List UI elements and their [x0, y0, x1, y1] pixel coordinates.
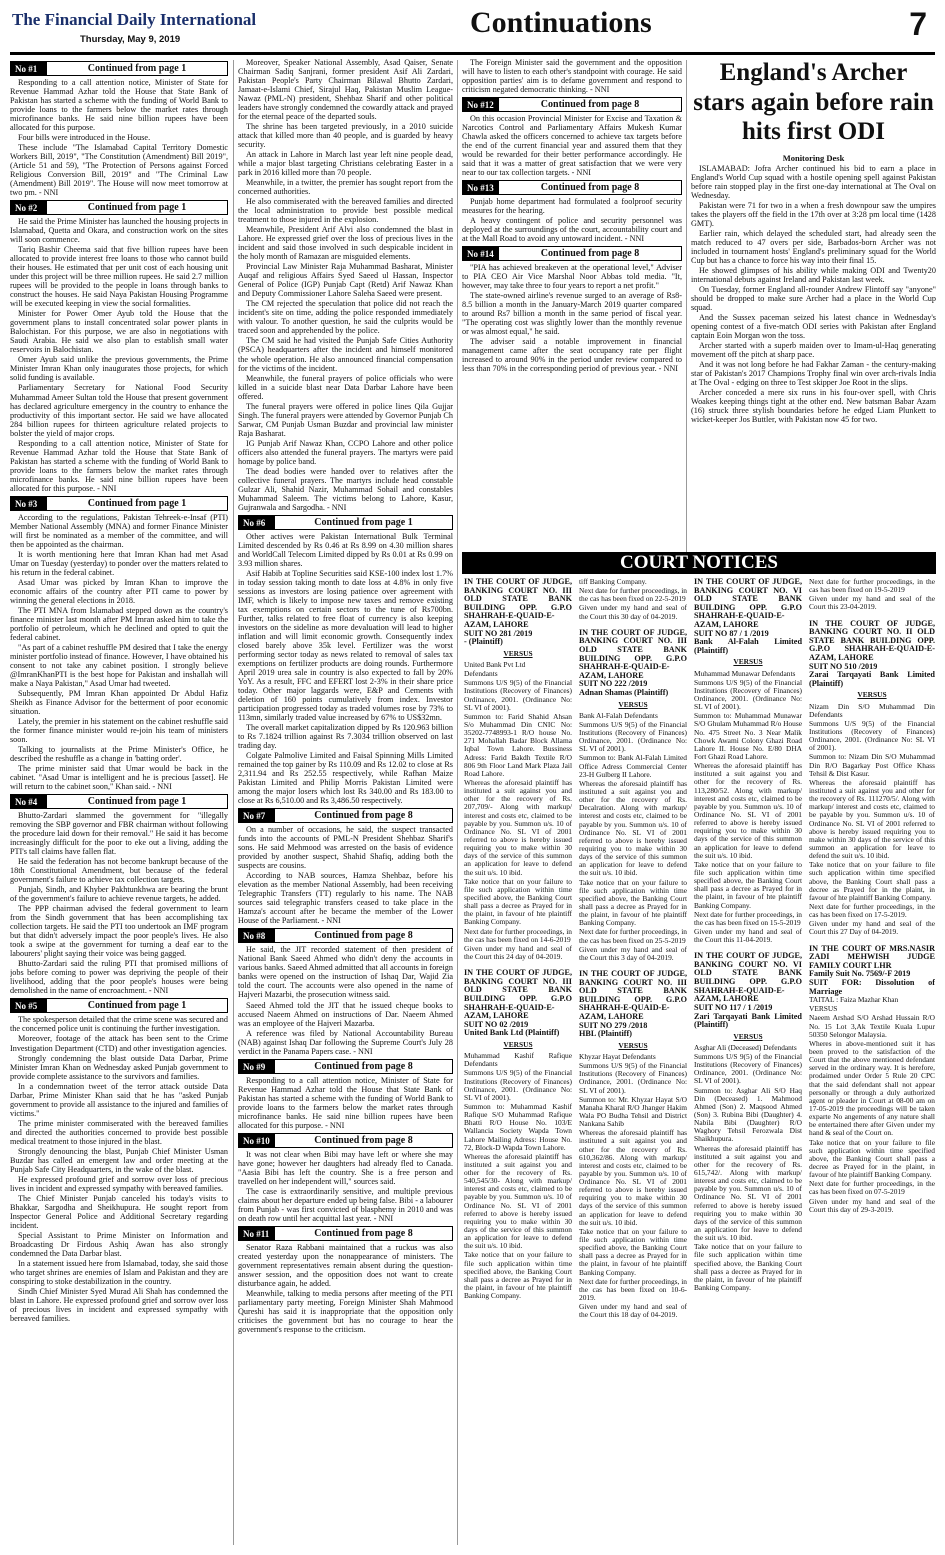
notice-paragraph: Muhammad Munawar Defendants — [694, 668, 796, 678]
continuation-title: Continued from page 1 — [87, 497, 187, 509]
paragraph: Lately, the premier in his statement on the cabinet reshuffle said the former finance minister would re-join his team of ministers soon. — [10, 717, 228, 745]
continuation-number: No #11 — [239, 1227, 275, 1240]
paragraph: ISLAMABAD: Jofra Archer continued his bid to earn a place in England's World Cup squad with a hostile opening spell against Pakistan before rain stopped play in the first one-day international at The Oval on Wednesday. — [691, 163, 936, 200]
continuation-title: Continued from page 1 — [87, 63, 187, 74]
notice-paragraph: Take notice that on your failure to file such application within time specified above, the Banking Court shall pass a decree as Prayed for in the plaint, in favour of hte plaintiff Banking Company. — [464, 876, 572, 927]
continuation-label — [10, 200, 228, 215]
story-body — [10, 811, 228, 995]
paragraph: Provincial Law Minister Raja Muhammad Basharat, Minister Auqaf and religious Affairs Syed Saeed ul Hassan, Inspector General of Police (IGP) Punjab Capt (Retd) Arif Nawaz Khan and Deputy Commissioner Lahore Saleha Saeed were present. — [238, 262, 453, 299]
story-body — [462, 263, 682, 373]
continuation-number: No #3 — [11, 497, 47, 510]
paragraph: Four bills were introduced in the House. — [18, 133, 151, 143]
notice-paragraph: Summons U/S 9(5) of the Financial Institutions (Recovery of Finances) Ordinance, 2001. (Ordinance No: SL VI of 2001). — [694, 1052, 802, 1086]
paragraph: Asad Umar was picked by Imran Khan to improve the economic affairs of the country after PTI came to power by winning the general elections in 2018. — [10, 577, 228, 605]
continuation-title: Continued from page 1 — [314, 516, 413, 528]
paragraph: And it was not long before he had Fakhar Zaman - the century-making star of Pakistan's 2017 Champions Trophy final win over arch-rivals India at The Oval - edging on three to Test skipper Joe Root in the slips. — [691, 359, 936, 387]
paragraph: Punjab, Sindh, and Khyber Pakhtunkhwa are bearing the brunt of the government's failure to achieve revenue targets, he added. — [10, 885, 228, 904]
paragraph: He said the federation has not become bankrupt because of the 18th Constitutional Amendment, but because of the federal government's failure to achieve tax collection targets. — [10, 857, 228, 885]
story-body — [462, 58, 682, 94]
notice-paragraph: Given under my hand and seal of the Court this 30 day of 04-2019. — [579, 603, 687, 621]
column-3 — [462, 58, 682, 550]
paragraph: Senator Raza Rabbani maintained that a ruckus was also created yesterday upon the nonappearance of ministers. The government representatives remain absent during the question-answer session, and the opposition does not want to create disturbance again, he added. — [238, 1242, 453, 1288]
notice-paragraph: Whereas the aforesaid plaintiff has instituted a suit against you and other for the recovery of Rs. Decalration. Along with markup/ interest and costs etc, claimed to be payable by you. Summon u/s. 10 of Ordinance No. SL VI of 2001 referred to above is hereby issued requiring you to make within 30 days of the service of this summon an application for leave to defend the suit u/s. 10 ibid. — [579, 778, 687, 878]
notice-paragraph: Whereas the aforesaid plaintiff has instituted a suit against you and other for the recovery of Rs. 113,280/52. Along with markup/ interest and costs etc, claimed to be payable by you. Summon u/s. 10 of Ordinance No. SL VI of 2001 referred to above is hereby issued requiring you to make within 30 days of the service of this summon an application for leave to defend the suit u/s. 10 ibid. — [694, 761, 802, 860]
story-body — [238, 1150, 453, 1223]
continuation-number: No #8 — [239, 929, 275, 942]
plaintiff: Zarai Tarqayati Bank Limited (Plaintiff) — [809, 670, 935, 688]
continuation-title: Continued from page 8 — [540, 248, 640, 260]
notice-paragraph: Given under my hand and seal of the Court this 24 day of 04-2019. — [464, 943, 572, 961]
story-body — [238, 1076, 453, 1130]
notice-paragraph: Take notice that on your failure to file such application within time specified above, the Banking Court shall pass a decree as Prayed for in the plaint, in favour of hte plaintiff Banking Company. — [694, 1242, 802, 1292]
continuation-title: Continued from page 1 — [87, 202, 187, 214]
paragraph: Talking to journalists at the Prime Minister's Office, he described the reshuffle as a change in 'batting order'. — [10, 745, 228, 764]
story-body — [10, 78, 228, 197]
paragraph: A heavy contingent of police and security personnel was deployed at the surroundings of the court, accountability court and at the Mall Road to avoid any untoward incident. - NNI — [462, 216, 682, 244]
paragraph: Archer conceded a mere six runs in his four-over spell, with Chris Woakes keeping things tight at the other end. New batsman Babar Azam (16) struck three stylish boundaries before he edged Liam Plunkett to wicket-keeper Jos Buttler, with Pakistan now 45 for two. — [691, 387, 936, 424]
notice-paragraph: Whereas the aforesaid plaintiff has instituted a suit against you and other for the recovery of Rs. 111270/5/. Along with markup/ interest and costs etc, claimed to be payable by you. Summon u/s. 10 of Ordinance No. SL VI of 2001 referred to above is hereby issued requiring you to make within 30 days of the service of this summon an application for leave to defend the suit u/s. 10 ibid. — [809, 777, 935, 861]
notice-paragraph: Given under my hand and seal of the Court this 18 day of 04-2019. — [579, 1302, 687, 1320]
paragraph: Moreover, footage of the attack has been sent to the Crime Investigation Department (CTD) and other investigation agencies. — [10, 1034, 228, 1053]
court-notice — [579, 970, 687, 1320]
paragraph: The prime minister said that Umar would be back in the cabinet. "Asad Umar is intelligent and he is precious [asset]. He will return to the cabinet soon," Khan said. - NNI — [10, 764, 228, 792]
plaintiff: Adnan Shamas (Plaintiff) — [579, 687, 669, 697]
notice-paragraph: Summons U/S 9(5) of the Financial Institutions (Recovery of Finances) Ordinance, 2001. (Ordinance No: SL VI of 2001). — [809, 718, 935, 753]
story-body — [238, 1243, 453, 1334]
paragraph: The PTI MNA from Islamabad stepped down as the country's finance minister last month after PM Imran asked him to take the portfolio of petroleum, which he declined and opted to quit the federal cabinet. — [10, 605, 228, 642]
notice-paragraph: Next date for further proceedings, in the cas has been fixed on 17-5-2019. — [809, 901, 935, 920]
court-notice — [464, 578, 572, 961]
continuation-label — [238, 515, 453, 530]
notice-paragraph: Next date for further proceedings, in the cas has been fixed on 07-5-2019 — [809, 1179, 935, 1197]
paragraph: Responding to a call attention notice, Minister of State for Revenue Hammad Azhar told the House that State Bank of Pakistan has started a scheme with the funding of World Bank to provide loans to the farmers below the market rates through microfinance banks. He said nine billion rupees have been allocated for this purpose. - NNI — [238, 1075, 453, 1130]
versus-label: VERSUS — [857, 690, 887, 700]
suit-number: Family Suit No. 7569/-F 2019 — [809, 969, 911, 979]
notice-paragraph: tiff Banking Company. — [579, 578, 647, 586]
paragraph: The PPP chairman advised the federal government to learn from the Sindh government that has been accomplishing tax collection targets. He said the PTI too undertook an IMF program but that didn't adversely impact the poor people's lives. He also took a swipe at the government for turning a deaf ear to the labourers' plight saying their voice was being gagged. — [10, 904, 228, 959]
versus-label: VERSUS — [503, 1039, 533, 1049]
plaintiff: SUIT FOR: Dissolution of Marriage — [809, 977, 935, 996]
notice-paragraph: Next date for further proceedings, in the cas has been fixed on 10-6-2019. — [579, 1276, 687, 1303]
continuation-label — [462, 246, 682, 261]
feature-body — [691, 164, 936, 424]
continuation-label — [10, 61, 228, 76]
continuation-number: No #4 — [11, 795, 47, 808]
notice-paragraph: Khyzar Hayat Defendants — [579, 1051, 656, 1061]
continuation-label — [238, 1059, 453, 1074]
continuation-title: Continued from page 1 — [87, 796, 187, 808]
notice-heading: IN THE COURT OF JUDGE, BANKING COURT NO. III OLD STATE BANK BUILDING OPP. G.P.O SHAHRAH-E-QUAID-E-AZAM, LAHORE — [579, 627, 687, 680]
paragraph: Responding to a call attention notice, Minister of State for Revenue Hammad Azhar told the House that State Bank of Pakistan has started a scheme with the funding of World Bank to provide loans to the farmers below the market rates through microfinance banks. He said nine billion rupees have been allocated for this purpose. — [10, 78, 228, 133]
paragraph: Strongly condemning the blast outside Data Darbar, Prime Minister Imran Khan on Wednesday asked Punjab government to provide complete assistance to the survivors and families. — [10, 1053, 228, 1081]
paragraph: Other actives were Pakistan International Bulk Terminal Limited descended by Rs 0.46 at Rs 8.99 on 4.30 million shares and WorldCall Telecom Limited dipped by Rs 0.01 at Rs 0.99 on 3.93 million shares. — [238, 531, 453, 568]
story-body — [462, 114, 682, 177]
paragraph: The adviser said a notable improvement in financial management came after the seat occupancy rate per flight increased to around 90% in the period under review compared to less than 70% in the corresponding period of previous year. - NNI — [462, 337, 682, 374]
versus-label: VERSUS — [618, 699, 648, 709]
story-body — [10, 513, 228, 791]
paragraph: Omer Ayub said unlike the previous governments, the Prime Minister Imran Khan only inaugurates those projects, for which solid funding is available. — [10, 355, 228, 383]
notice-paragraph: Summon to: Asghar Ali S/O Haq Din (Deceased) 1. Mahmood Ahmed (Son) 2. Maqsood Ahmed (Son) 3. Rubina Bibi (Daughter) 4. Nabila Bibi (Daughter) R/O Waghory Tehsil Ferozwala Dist Shaikhupura. — [694, 1085, 802, 1144]
paragraph: Moreover, Speaker National Assembly, Asad Qaiser, Senate Chairman Sadiq Sanjrani, former president Asif Ali Zardari, Pakistan People's Party Chairman Bilawal Bhutto Zardari, Jamaat-e-Islami Chief, Sirajul Haq, Pakistan Muslim League-Nawaz (PML-N) president, Shehbaz Sharif and other political leaders have strongly condemned the cowardly attack and prayed for the eternal peace of the departed souls. — [238, 58, 453, 122]
paragraph: It is worth mentioning here that Imran Khan had met Asad Umar on Tuesday (yesterday) to ponder over the matters related to his return in the federal cabinet. — [10, 549, 228, 577]
paragraph: The CM said he had visited the Punjab Safe Cities Authority (PSCA) headquarters after the incident and himself monitored the whole operation. He also announced financial compensation for the victims of the incident. — [238, 336, 453, 373]
continuation-label — [462, 97, 682, 112]
paragraph: Archer started with a superb maiden over to Imam-ul-Haq generating movement off the pitch at sharp pace. — [691, 340, 936, 359]
plaintiff: Zari Tarqayati Bank Limited (Plaintiff) — [694, 1011, 802, 1030]
notice-paragraph: Summons U/S 9(5) of the Financial Institutions (Recovery of Finances) Ordinance, 2001. (Ordinance No: SL VI of 2001). — [579, 1061, 687, 1095]
story-body — [238, 945, 453, 1055]
paragraph: And the Sussex paceman seized his latest chance in Wednesday's opening contest of a five-match ODI series with Pakistan after England captain Eoin Morgan won the toss. — [691, 312, 936, 340]
feature-byline: Monitoring Desk — [782, 152, 845, 163]
paragraph: Tariq Bashir Cheema said that five billion rupees have been allocated to provide interest free loans to those who cannot build their houses. He estimated that per unit cost of each housing unit under this project will be three million rupees. He said 2.7 million rupees will be provided to the people in loans through banks to construct the houses. He said Naya Pakistan Housing Programme will be executed keeping in view the social formalities. — [10, 245, 228, 309]
continuation-title: Continued from page 8 — [540, 182, 640, 194]
paragraph: On a number of occasions, he said, the suspect transacted funds into the accounts of PML-N President Shehbaz Sharif's sons. He said Mehmood was arrested on the basis of evidence provided by another suspect, Shahid Shafiq, adding both the suspects are cousins. — [238, 825, 453, 871]
paragraph: Bhutto-Zardari said the ruling PTI that promised millions of jobs before coming to power was depriving the people of their livelihood, adding that the poor people's houses were being demolished in the name of encroachment. - NNI — [10, 959, 228, 996]
court-notice — [809, 620, 935, 937]
paragraph: Earlier rain, which delayed the scheduled start, had already seen the match reduced to 47 overs per side, Barbados-born Archer was not included in tournament hosts' England's preliminary squad for the World Cup but has a chance to force his way into their final 15. — [691, 228, 936, 265]
plaintiff: - (Plaintiff) — [464, 637, 503, 647]
paragraph: On this occasion Provincial Minister for Excise and Taxation & Narcotics Control and Parliamentary Affairs Mukesh Kumar Chawla asked the officers concerned to achieve tax targets before the end of the current financial year and assured them that they would be rewarded for their better performance accordingly. He said that it was a matter of great satisfaction that we were very near to our tax collection targets. - NNI — [462, 114, 682, 178]
notice-heading: IN THE COURT OF JUDGE, BANKING COURT NO. VI OLD STATE BANK BUILDING OPP. G.P.O SHAHRAH-E-QUAID-E-AZAM, LAHORE — [694, 951, 802, 1004]
notice-paragraph: Summons U/S 9(5) of the Financial Institutions (Recovery of Finances) Ordinance, 2001. (Ordinance No: SL VI of 2001). — [694, 677, 802, 712]
paragraph: The shrine has been targeted previously, in a 2010 suicide attack that killed more than 40 people, and is guarded by heavy security. — [238, 122, 453, 150]
court-notices-banner — [462, 552, 936, 574]
paragraph: The funeral prayers were offered in police lines Qila Gujjar Singh. The funeral prayers were attended by Governor Punjab Ch Sarwar, CM Punjab Usman Buzdar and provincial law minister Raja Basharat. — [238, 401, 453, 438]
notice-heading: IN THE COURT OF JUDGE, BANKING COURT NO. VI OLD STATE BANK BUILDING OPP. G.P.O SHAHRAH-E-QUAID-E-AZAM, LAHORE — [694, 578, 802, 630]
paragraph: Subsequently, PM Imran Khan appointed Dr Abdul Hafiz Sheikh as Finance Advisor for the betterment of poor economic situation. — [10, 688, 228, 716]
court-notices-title: COURT NOTICES — [620, 552, 778, 573]
notice-paragraph: Muhammad Kashif Rafique Defendants — [464, 1051, 572, 1069]
notice-paragraph: Asghar Ali (Deceased) Defendants — [694, 1042, 797, 1052]
paragraph: Punjab home department had formulated a foolproof security measures for the hearing. — [462, 197, 682, 216]
plaintiff: HBL (Plaintiff) — [579, 1029, 632, 1039]
paragraph: Meanwhile, the funeral prayers of police officials who were killed in a suicide blast near Data Darbar Lahore have been offered. — [238, 373, 453, 401]
notice-paragraph: Whereas the aforesaid plaintiff has instituted a suit against you and other for the recovery of Rs. 610,362/86. Along with markup/ interest and costs etc, claimed to be payable by you. Summon u/s. 10 of Ordinance No. SL VI of 2001 referred to above is hereby issued requiring you to make within 30 days of the service of this summon an application for leave to defend the suit u/s. 10 ibid. — [579, 1128, 687, 1227]
continuation-number: No #14 — [463, 247, 499, 260]
notice-paragraph: Summon to: Muhammad Kashif Rafique S/O Muhammad Rafique Bhatti R/O House No. 103/E Wallancia Society Wapda Town Lahore Mailing Adress: House No. 72, Block-D Wapda Town Lahore. — [464, 1101, 572, 1152]
paragraph: Pakistan were 71 for two in a when a fresh downpour saw the umpires takes the players off the field in the 17th over at 3:28 pm local time (1428 GMT). — [691, 200, 936, 228]
paragraph: Asif Habib at Topline Securities said KSE-100 index lost 1.7% in today session taking month to date loss at 4.8% in only five sessions as investors are losing patience over agreement with IMF, which is likely to impose new taxes and remove existing tax exemptions on certain sectors to the tune of Rs700bn. Further, talks related to free float of currency is also keeping investors on the sideline as more devaluation will lead to higher inflation and will limit economic growth. Consequently index closed barely above 35k level. Fertilizer was the worst performing sector today as news related to removal of sales tax exemptions on fertilizer products are doing rounds. Furthermore April 2019 urea sale in country is also expected to fall by 20% YoY. As a result, FFC and EFERT lost 2-3% in their share price today. Other major laggards were, E&P and Cements with deletion of 160 points cumulatively from index. Investor participation progressed today as traded volumes rose by 73% to 113mn, similarly traded value increased by 67% to US$32mn. — [238, 568, 453, 723]
notice-paragraph: Next date for further proceedings, in the cas has been fixed on 22-5-2019 — [579, 586, 687, 604]
paragraph: An attack in Lahore in March last year left nine people dead, while a major blast targeting Christians celebrating Easter in a park in 2016 killed more than 70 people. — [238, 150, 453, 178]
suit-number: SUIT NO 117 / 1 /2019 — [694, 1002, 773, 1012]
notice-paragraph: Take notice that on your failure to file such application within time specified above, the Banking Court shall pass a decree as Prayed for in the plaint, in favour of hte plaintiff Banking Company. — [809, 860, 935, 902]
paragraph: The prime minister commiserated with the bereaved families and directed the authorities concerned to provide best possible medical treatment to those injured in the blast. — [10, 1118, 228, 1146]
court-notice — [809, 578, 935, 612]
plaintiff: Bank Al-Falah Limited (Plaintiff) — [694, 637, 802, 655]
page-number: 7 — [909, 6, 927, 42]
paragraph: "PIA has achieved breakeven at the operational level," Adviser to PIA CEO Air Vice Marshal Noor Abbas told media. "It, however, may take three to four years to report a net profit." — [462, 263, 682, 291]
continuation-label — [238, 1226, 453, 1241]
suit-number: SUIT NO 222 /2019 — [579, 679, 648, 689]
paragraph: Sindh Chief Minister Syed Murad Ali Shah has condemned the blast in Lahore. He expressed profound grief and sorrow over loss of precious lives in incident and expressed sympathy with bereaved families. — [10, 1286, 228, 1323]
suit-number: SUIT NO 87 / 1 /2019 — [694, 628, 769, 638]
paragraph: Meanwhile, in a twitter, the premier has sought report from the concerned authorities. — [238, 178, 453, 197]
notice-heading: IN THE COURT OF JUDGE, BANKING COURT NO. III OLD STATE BANK BUILDING OPP. G.P.O SHAHRAH-E-QUAID-E-AZAM, LAHORE — [464, 968, 572, 1021]
notices-column-1 — [464, 578, 572, 1550]
versus-label: VERSUS — [503, 648, 533, 658]
story-body — [10, 217, 228, 492]
paragraph: According to the regulations, Pakistan Tehreek-e-Insaf (PTI) Member National Assembly (MNA) and former Finance Minister will first be nominated as a member of the committee, and will then be appointed as the chairman. — [10, 512, 228, 549]
continuation-label — [10, 794, 228, 809]
notice-paragraph: Next date for further proceedings, in the cas has been fixed on 25-5-2019 — [579, 927, 687, 945]
notice-paragraph: Defendants — [464, 669, 498, 679]
notice-paragraph: Given under my hand and seal of the Court this 27 Day of 04-2019. — [809, 919, 935, 937]
paragraph: The Foreign Minister said the government and the opposition will have to listen to each other's standpoint with courage. He said opposition parties' aim is to defame government and respond to criticism negated democratic thinking. - NNI — [462, 58, 682, 95]
paragraph: These include "The Islamabad Capital Territory Domestic Workers Bill, 2019", "The Constitution (Amendment) Bill 2019", (Article 51 and 59), "The Protection of Persons against Forced Religious Conversion Bill, 2019" and "The Criminal Law (Amendment) Bill 2019". The House will now meet tomorrow at two pm. - NNI — [10, 143, 228, 198]
court-notice — [694, 952, 802, 1292]
notice-heading: IN THE COURT OF JUDGE, BANKING COURT NO. II OLD STATE BANK BUILDING OPP. G.P.O SHAHRAH-E-QUAID-E-AZAM, LAHORE — [809, 618, 935, 662]
continuation-number: No #9 — [239, 1060, 275, 1073]
column-divider — [686, 60, 687, 555]
versus-label: VERSUS — [733, 657, 763, 667]
continuation-label — [238, 1133, 453, 1148]
story-body — [238, 825, 453, 925]
suit-number: SUIT NO 02 /2019 — [464, 1019, 529, 1029]
paragraph: Parliamentary Secretary for National Food Security Muhammad Ameer Sultan told the House that present government has declared agriculture emergency in the country to enhance the productivity of this important sector. He said we have allocated 284 billion rupees for thirteen agriculture related projects to bolster the yield of major crops. — [10, 383, 228, 438]
paragraph: The Chief Minister Punjab canceled his today's visits to Bhakkar, Sargodha and Sheikhupura. He sought report from Inspector General Police and Additional Secretary regarding incident. — [10, 1193, 228, 1230]
notice-paragraph: Whereas the aforesaid plaintiff has instituted a suit against you and other for the recovery of Rs. 207,709/- Along with markup/ interest and costs etc, claimed to be payable by you. Summon u/s. 10 of Ordinance No. SL VI of 2001 referred to above is hereby issued requiring you to make within 30 days of the service of this summon an application for leave to defend the suit u/s. 10 ibid. — [464, 777, 572, 877]
paragraph: He said the Prime Minister has launched the housing projects in Islamabad, Quetta and Okara, and construction work on the sites will soon commence. — [10, 217, 228, 245]
paragraph: He expressed profound grief and sorrow over loss of precious lives in incident and expressed sympathy with bereaved families. — [10, 1174, 228, 1193]
paragraph: Strongly denouncing the blast, Punjab Chief Minister Usman Buzdar has called an emergent law and order meeting at the Punjab Safe City Headquarters, in the wake of the blast. — [10, 1146, 228, 1174]
continuation-title: Continued from page 1 — [87, 1000, 187, 1012]
notice-paragraph: VERSUS — [809, 1004, 838, 1014]
paragraph: He said, the JIT recorded statement of then president of National Bank Saeed Ahmed who didn't deny the accounts in various banks. Saeed Ahmed admitted that all accounts in foreign banks were opened on the instruction of Ishaq Dar, Wajid Zia told the court. The accounts were also opened in the name of Hajveri Mazarbi, the prosecution witness said. — [238, 945, 453, 1000]
paragraph: Minister for Power Omer Ayub told the House that the government plans to install concentrated solar power plants in Balochistan. For this purpose, we are also in negotiations with Saudi Arabia. He said we also plan to establish small water reservoirs in Balochistan. — [10, 309, 228, 355]
notice-paragraph: Whereas the aforesaid plaintiff has instituted a suit against you and other for the recovery of Rs. 615,742/. Along with markup/ interest and costs etc, claimed to be payable by you. Summon u/s. 10 of Ordinance No. SL VI of 2001 referred to above is hereby issued requiring you to make within 30 days of the service of this summon an application for leave to defend the suit u/s. 10 ibid. — [694, 1143, 802, 1243]
paper-name: The Financial Daily International — [12, 10, 257, 29]
notice-paragraph: Take notice that on your failure to file such application within time specified above, the Banking Court shall pass a decree as Prayed for in the plaint, in favour of hte plaintiff Banking Company. — [464, 1250, 572, 1301]
paragraph: He showed glimpses of his ability while making ODI and Twenty20 international debuts against Ireland and Pakistan last week. — [691, 265, 936, 284]
court-notice — [694, 578, 802, 944]
column-2 — [238, 58, 453, 1548]
plaintiff: United Bank Ltd (Plaintiff) — [464, 1028, 560, 1038]
notice-paragraph: Nizam Din S/O Muhammad Din Defendants — [809, 701, 935, 719]
versus-label: VERSUS — [618, 1040, 648, 1050]
notice-paragraph: United Bank Pvt Ltd — [464, 660, 526, 670]
paragraph: In a condemnation tweet of the terror attack outside Data Darbar, Prime Minister Khan said that he has "asked Punjab government to provide all assistance to the injured and families of victims." — [10, 1081, 228, 1118]
paragraph: Bhutto-Zardari slammed the government for "illegally removing the SBP governor and FBR chairman without following the procedure laid down for their removal." He said it has become increasingly difficult for the poor to eke out a living, adding the PTI's tall claims have fallen flat. — [10, 811, 228, 857]
notice-paragraph: Summons U/S 9(5) of the Financial Institutions (Recovery of Finances) Ordinance, 2001. (Ordinance No: SL VI of 2001). — [464, 1068, 572, 1102]
notice-paragraph: Given under my hand and seal of the Court this 23-04-2019. — [809, 594, 935, 612]
paragraph: The state-owned airline's revenue surged to an average of Rs8-8.5 billion a month in the January-March 2019 quarter compared to around Rs7 billion a month in the same period of fiscal year. "The operating cost was slightly lower than the monthly revenue or was almost equal," he said. — [462, 291, 682, 337]
notices-column-4 — [809, 578, 935, 1550]
continuation-title: Continued from page 8 — [314, 810, 413, 822]
notices-column-2 — [579, 578, 687, 1550]
paragraph: Saeed Ahmed told the JIT that he issued cheque books to accused Naeem Ahmed on instructions of Dar. Naeem Ahmed was an employee of the Hajveri Mazarba. — [238, 1000, 453, 1028]
continuation-label — [238, 808, 453, 823]
paragraph: According to NAB sources, Hamza Shehbaz, before his elevation as the member National Assembly, had been receiving Telegraphic Transfers (TT) regularly to his name. The NAB sources said telegraphic transfers ceased to take place in the Hamza's account after he became the member of the Lower House of the Parliament. - NNI — [238, 871, 453, 926]
continuation-number: No #1 — [11, 62, 47, 75]
paragraph: The dead bodies were handed over to relatives after the collective funeral prayers. The martyrs include head constable Gulzar Ali, Shahid Nazir, Muhammad Sohail and constables Muhammad Saleem. The victims belong to Lahore, Kasur, Gujranwala and Sargodha. - NNI — [238, 466, 453, 512]
notice-paragraph: Summons U/S 9(5) of the Financial Institutions (Recovery of Finances) Ordinance, 2001. (Ordinance No: SL VI of 2001). — [579, 719, 687, 754]
paragraph: The case is extraordinarily sensitive, and multiple previous claims about her departure ended up being false. Bibi - a labourer from Punjab - was first convicted of blasphemy in 2010 and was on death row until her acquittal last year. - NNI — [238, 1186, 453, 1223]
suit-number: SUIT NO 510 /2019 — [809, 661, 878, 671]
story-body — [238, 58, 453, 512]
notice-heading: IN THE COURT OF JUDGE, BANKING COURT NO. III OLD STATE BANK BUILDING OPP. G.P.O SHAHRAH-E-QUAID-E-AZAM, LAHORE — [579, 968, 687, 1021]
notice-paragraph: Summon to: Bank Al-Falah Limited Office Adress Commercial Center 23-H Gulberg II Lahore. — [579, 753, 687, 779]
notice-paragraph: Whereas the aforesaid plaintiff has instituted a suit against you and other for the recovery of Rs. 540,545/30- Along with markup/ interest and costs etc, claimed to be payable by you. Summon u/s. 10 of Ordinance No. SL VI of 2001 referred to above is hereby issued requiring you to make within 30 days of the service of this summon an application for leave to defend the suit u/s. 10 ibid. — [464, 1151, 572, 1251]
court-notice — [464, 969, 572, 1300]
notice-paragraph: Next date for further proceedings, in the cas has been fixed on 19-5-2019 — [809, 578, 935, 595]
notice-paragraph: Given under my hand and seal of the Court this day of 29-3-2019. — [809, 1196, 935, 1214]
court-notice — [579, 629, 687, 962]
paragraph: On Tuesday, former England all-rounder Andrew Flintoff say "anyone" should be dropped to make sure Archer had a place in the World Cup squad. — [691, 284, 936, 312]
feature-story — [691, 58, 936, 550]
notice-paragraph: Wheres in above-mentioned suit it has been proved to the satisfaction of the Court that the above mentioned defendant served in the ordinary way. It is herefore, prodaimed under Order 5 Rule 20 CPC that the said defendant shall not appear personally or through a duly authorized agent or pleader in Court at 08-00 am on 17-05-2019 the proceedings will be taken exparte No angements of any nature shall be entertained there after Given under my hand & seal of the Court on. — [809, 1038, 935, 1138]
notice-paragraph: Next date for further proceedings, in the cas has been fixed on 15-5-2019 — [694, 909, 802, 927]
notice-paragraph: Given under my hand and seal of the Court this 11-04-2019. — [694, 926, 802, 945]
paragraph: In a statement issued here from Islamabad, today, she said those who target shrines are enemies of Islam and Pakistan and they are conspiring to stoke destabilization in the country. — [10, 1258, 228, 1286]
notice-paragraph: Bank Al-Falah Defendants — [579, 710, 658, 720]
paragraph: Special Assistant to Prime Minister on Information and Broadcasting Dr Firdous Ashiq Awan has also strongly condemned the Data Darbar blast. — [10, 1230, 228, 1258]
paragraph: Responding to a call attention notice, Minister of State for Revenue Hammad Azhar told the House that State Bank of Pakistan has started a scheme with the funding of World Bank to provide loans to the farmers below the market rates through microfinance banks. He said nine billion rupees have been allocated for this purpose. - NNI — [10, 438, 228, 493]
paragraph: Colgate Palmolive Limited and Faisal Spinning Mills Limited remained the top gainer by Rs 110.09 and Rs 12.02 to close at Rs 2,311.94 and Rs 252.55 respectively, while Rafhan Maize Pakistan Limited and Philip Morris Pakistan Limited were among the major losers which lost Rs 340.00 and Rs 183.00 to close at Rs 6,510.00 and Rs 3,486.50 respectively. — [238, 751, 453, 806]
continuation-number: No #10 — [239, 1134, 275, 1147]
continuation-number: No #5 — [11, 999, 47, 1012]
notices-column-3 — [694, 578, 802, 1550]
continuation-label — [10, 496, 228, 511]
masthead — [10, 6, 935, 54]
court-notice — [809, 945, 935, 1214]
notice-paragraph: Take notice that on your failure to file such application within time specified above, the Banking Court shall pass a decree as Prayed for in the plaint, in favour of hte plaintiff Banking Company. — [809, 1137, 935, 1180]
notice-heading: IN THE COURT OF JUDGE, BANKING COURT NO. III OLD STATE BANK BUILDING OPP. G.P.O SHAHRAH-E-QUAID-E-AZAM, LAHORE — [464, 578, 572, 630]
suit-number: SUIT NO 281 /2019 — [464, 628, 533, 638]
notice-paragraph: Summon to: Farid Shahid Ahsan S/o Muhammad Din CNIC No: 35202-7748993-1 R/O house No. 271 Mohallah Badar Block Allama Iqbal Town Lahore. Bussiness Adress: Farid Bakdh Textile R/O 806 9th Floor Land Mark Plaza Jail Road Lahore. — [464, 711, 572, 778]
column-divider — [457, 60, 458, 1545]
paragraph: Meanwhile, talking to media persons after meeting of the PTI parliamentary party meeting, Foreign Minister Shah Mahmood Qureshi has said it is inappropriate that the opposition only criticises the government but has no courage to hear the government's response to the criticism. — [238, 1288, 453, 1334]
continuation-number: No #13 — [463, 181, 499, 194]
notice-paragraph: Summons U/S 9(5) of the Financial Institutions (Recovery of Finances) Ordinance, 2001. (Ordinance No: SL VI of 2001). — [464, 678, 572, 712]
versus-label: VERSUS — [733, 1031, 763, 1041]
paragraph: Meanwhile, President Arif Alvi also condemned the blast in Lahore. He expressed grief over the loss of precious lives in the incident and said those involved in such despicable incident in the holy month of Ramazan are misguided elements. — [238, 225, 453, 262]
notice-paragraph: Summon to: Nizam Din S/O Muhammad Din R/O Bagarkay Post Office Khass Tehsil & Dist Kasur. — [809, 752, 935, 778]
column-1 — [10, 58, 228, 1548]
suit-number: SUIT NO 279 /2018 — [579, 1020, 648, 1030]
continuation-number: No #2 — [11, 201, 47, 214]
notice-paragraph: TAITAL : Faiza Mazhar Khan — [809, 995, 899, 1005]
notice-paragraph: Take notice that on your failure to file such application within time specified above, the Banking Court shall pass a decree as Prayed for in the plaint, in favour of hte plaintiff Banking Company. — [579, 1226, 687, 1277]
continuation-title: Continued from page 8 — [314, 1060, 413, 1072]
masthead-rule — [10, 52, 935, 55]
continuation-number: No #6 — [239, 516, 275, 529]
issue-date: Thursday, May 9, 2019 — [80, 34, 181, 45]
continuation-title: Continued from page 8 — [314, 1227, 413, 1239]
story-body — [238, 532, 453, 805]
paragraph: "As part of a cabinet reshuffle PM desired that I take the energy minister portfolio instead of finance. However, I have obtained his consent to not take any cabinet position. I strongly believe @ImranKhanPTI is the best hope for Pakistan and inshallah will make a Naya Pakistan," Asad Umar had tweeted. — [10, 642, 228, 688]
feature-headline: England's Archer stars again before rain hits first ODI — [693, 59, 934, 145]
notice-paragraph: Take notice that on your failure to file such application within time specified above, the Banking Court shall pass a decree as Prayed for in the plaint, in favour of hte plaintiff Banking Company. — [579, 877, 687, 928]
notice-paragraph: Naeem Arshad S/O Arshad Hussain R/O No. 15 Lot 3,Ak Textile Kuala Lupur 50350 Selongor Malaysia. — [809, 1013, 935, 1039]
continuation-title: Continued from page 8 — [314, 1134, 413, 1146]
paragraph: The overall market capitalization dipped by Rs 120.963 billion to Rs 7.1824 trillion against Rs 7.3034 trillion observed on last trading day. — [238, 723, 453, 751]
court-notice — [579, 578, 687, 621]
story-body — [10, 1015, 228, 1323]
notice-heading: IN THE COURT OF MRS.NASIR ZADI MEHWISH JUDGE FAMILY COURT LHR — [809, 943, 935, 970]
continuation-title: Continued from page 8 — [540, 99, 640, 111]
paragraph: It was not clear when Bibi may have left or where she may have gone; however her daughters had already fled to Canada. "Aasia Bibi has left the country. She is a free person and travelled on her independent will," sources said. — [238, 1149, 453, 1186]
continuation-label — [238, 928, 453, 943]
column-divider — [233, 60, 234, 1545]
continuation-label — [10, 998, 228, 1013]
paragraph: A reference was filed by National Accountability Bureau (NAB) against Ishaq Dar following the Supreme Court's July 28 verdict in the Panama Papers case. - NNI — [238, 1028, 453, 1056]
continuation-number: No #12 — [463, 98, 499, 111]
continuation-label — [462, 180, 682, 195]
notice-paragraph: Given under my hand and seal of the Court this 3 day of 04-2019. — [579, 944, 687, 962]
paragraph: IG Punjab Arif Nawaz Khan, CCPO Lahore and other police officers also attended the funeral prayers. The martyrs were paid homage by police band. — [238, 438, 453, 466]
notice-paragraph: Summon to: Muhammad Munawar S/O Ghulam Muhammad R/o House No. 475 Street No. 3 Near Malik Chowk Awami Colony Ghazi Road Lahore II. House No. E/80 DHA Fort Ghazi Road Lahore. — [694, 711, 802, 762]
story-body — [462, 197, 682, 243]
section-title: Continuations — [470, 6, 652, 39]
notice-paragraph: Summon to: Mr. Khyzar Hayat S/O Manaha Kharal R/O Jhanger Hakim Wala PO Budha Tehsil and District Nankana Sahib — [579, 1094, 687, 1129]
paragraph: The spokesperson detailed that the crime scene was secured and the concerned police unit is continuing the further investigation. — [10, 1015, 228, 1034]
paragraph: The CM rejected the speculation that police did not reach the incident's site on time, adding the police responded immediately with valour. To another question, he said the culprits would be traced soon and apprehended by the police. — [238, 299, 453, 336]
paragraph: He also commiserated with the bereaved families and directed the local administration to provide best possible medical treatment to those injured in the explosion. — [238, 197, 453, 225]
continuation-number: No #7 — [239, 809, 275, 822]
continuation-title: Continued from page 8 — [314, 930, 413, 942]
notice-paragraph: Take notice that on your failure to file such application within time specified above, the Banking Court shall pass a decree as Prayed for in the plaint, in favour of hte plaintiff Banking Company. — [694, 859, 802, 910]
notice-paragraph: Next date for further proceedings, in the cas has been fixed on 14-6-2019 — [464, 926, 572, 944]
